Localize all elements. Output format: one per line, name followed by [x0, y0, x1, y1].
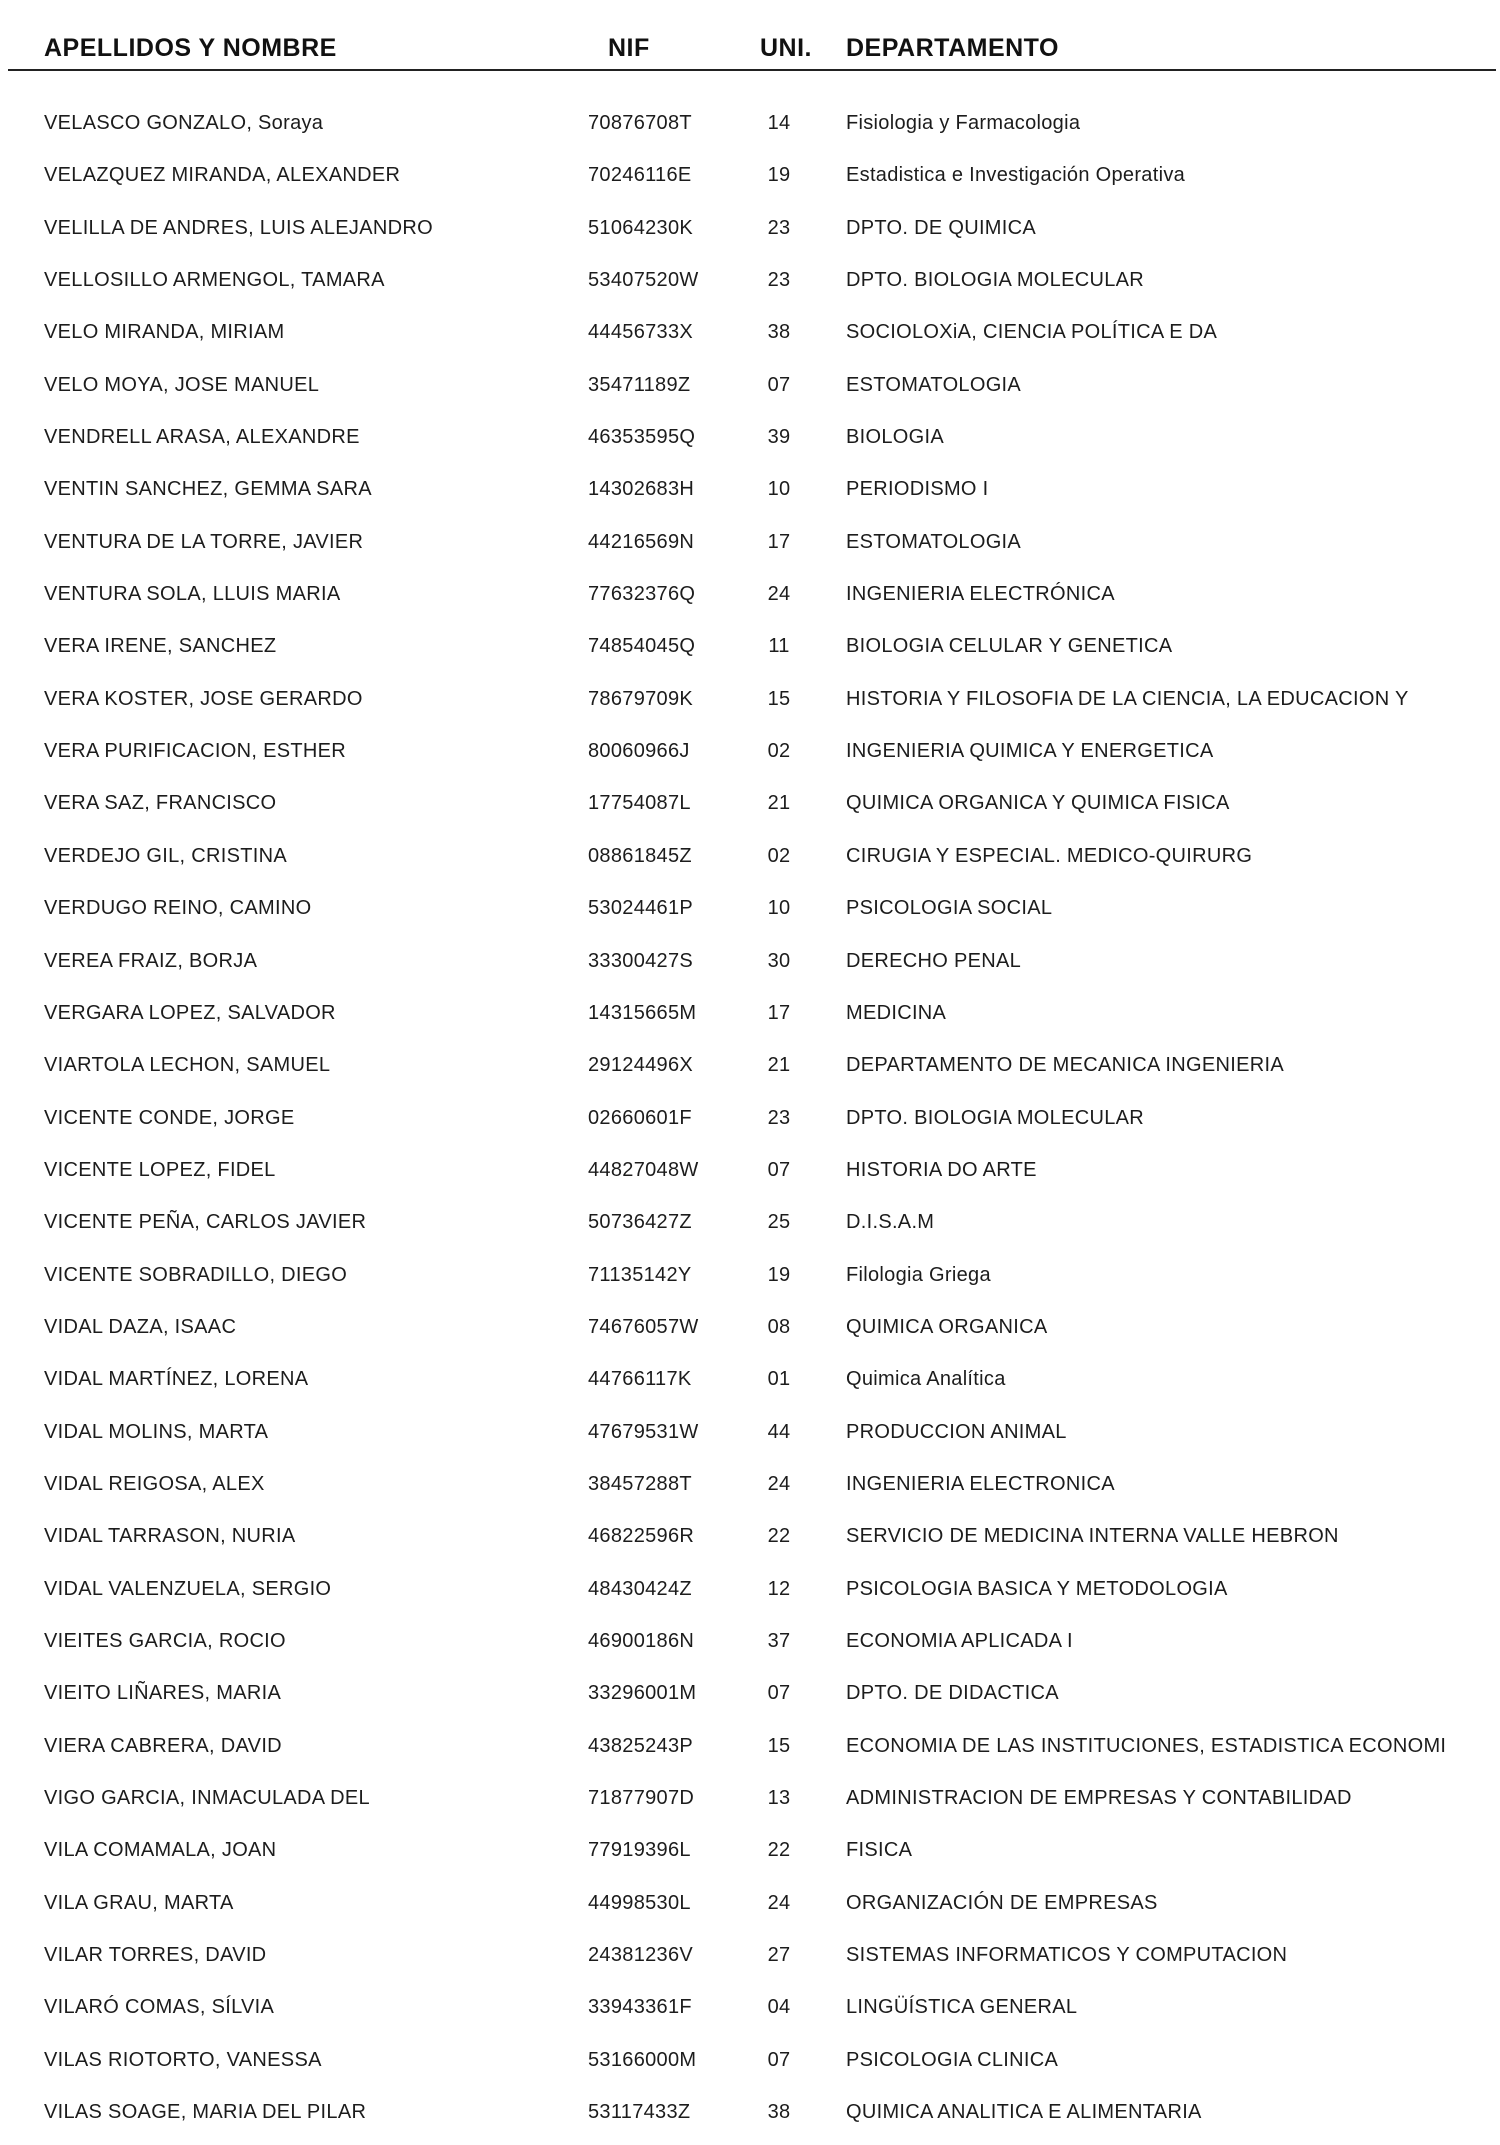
row-nif: 78679709K: [588, 687, 694, 710]
row-uni: 24: [767, 1472, 791, 1495]
row-departamento: PSICOLOGIA BASICA Y METODOLOGIA: [846, 1577, 1228, 1600]
row-nif: 80060966J: [588, 740, 690, 763]
row-departamento: INGENIERIA ELECTRONICA: [846, 1472, 1115, 1495]
row-nif: 53166000M: [588, 2048, 697, 2071]
row-nif: 47679531W: [588, 1420, 699, 1443]
row-departamento: FISICA: [846, 1839, 913, 1862]
table-row: [0, 889, 1500, 941]
row-departamento: ORGANIZACIÓN DE EMPRESAS: [846, 1891, 1158, 1914]
table-row: [0, 994, 1500, 1046]
row-uni: 02: [767, 740, 791, 763]
row-nif: 77632376Q: [588, 583, 696, 606]
table-row: [0, 470, 1500, 522]
row-uni: 12: [767, 1577, 791, 1600]
row-nif: 14302683H: [588, 478, 695, 501]
table-row: [0, 1413, 1500, 1465]
row-departamento: Quimica Analítica: [846, 1368, 1006, 1391]
table-row: [0, 1099, 1500, 1151]
row-name: VILA GRAU, MARTA: [44, 1891, 234, 1914]
row-nif: 43825243P: [588, 1734, 694, 1757]
row-name: VILARÓ COMAS, SÍLVIA: [44, 1996, 275, 2019]
row-name: VERA PURIFICACION, ESTHER: [44, 740, 346, 763]
row-name: VIEITO LIÑARES, MARIA: [44, 1682, 282, 1705]
table-row: [0, 1360, 1500, 1412]
table-row: [0, 261, 1500, 313]
row-departamento: DEPARTAMENTO DE MECANICA INGENIERIA: [846, 1054, 1284, 1077]
row-departamento: ESTOMATOLOGIA: [846, 530, 1022, 553]
row-name: VILA COMAMALA, JOAN: [44, 1839, 277, 1862]
row-uni: 07: [767, 373, 791, 396]
row-uni: 02: [767, 844, 791, 867]
row-name: VELO MIRANDA, MIRIAM: [44, 321, 285, 344]
row-uni: 17: [767, 530, 791, 553]
row-uni: 13: [767, 1787, 791, 1809]
row-departamento: SOCIOLOXiA, CIENCIA POLÍTICA E DA: [846, 321, 1218, 344]
row-uni: 21: [767, 792, 791, 815]
row-name: VELASCO GONZALO, Soraya: [44, 112, 324, 134]
row-name: VIDAL DAZA, ISAAC: [44, 1315, 237, 1338]
row-departamento: DPTO. DE QUIMICA: [846, 216, 1037, 239]
table-row: [0, 313, 1500, 365]
table-row: [0, 209, 1500, 261]
row-uni: 38: [767, 321, 791, 344]
row-uni: 22: [767, 1525, 791, 1548]
row-nif: 33943361F: [588, 1996, 692, 2019]
row-name: VELILLA DE ANDRES, LUIS ALEJANDRO: [44, 216, 433, 239]
table-row: [0, 575, 1500, 627]
row-departamento: BIOLOGIA: [846, 426, 944, 449]
row-name: VELO MOYA, JOSE MANUEL: [44, 373, 320, 396]
row-nif: 29124496X: [588, 1054, 694, 1077]
row-uni: 14: [767, 112, 791, 134]
row-nif: 74854045Q: [588, 635, 696, 658]
row-departamento: HISTORIA DO ARTE: [846, 1158, 1037, 1181]
row-nif: 50736427Z: [588, 1211, 692, 1234]
row-name: VENDRELL ARASA, ALEXANDRE: [44, 426, 360, 449]
row-nif: 74676057W: [588, 1315, 699, 1338]
row-name: VICENTE LOPEZ, FIDEL: [44, 1158, 276, 1181]
table-row: [0, 2093, 1500, 2145]
row-uni: 24: [767, 1891, 791, 1914]
table-row: [0, 1779, 1500, 1831]
table-row: [0, 732, 1500, 784]
row-uni: 25: [767, 1211, 791, 1234]
row-nif: 53407520W: [588, 269, 699, 292]
row-name: VENTIN SANCHEZ, GEMMA SARA: [44, 478, 372, 501]
row-name: VIEITES GARCIA, ROCIO: [44, 1629, 286, 1652]
table-row: [0, 418, 1500, 470]
row-departamento: DPTO. BIOLOGIA MOLECULAR: [846, 269, 1145, 292]
row-uni: 07: [767, 1158, 791, 1181]
table-row: [0, 1622, 1500, 1674]
row-nif: 33296001M: [588, 1682, 697, 1705]
row-uni: 37: [767, 1629, 791, 1652]
row-nif: 44827048W: [588, 1158, 699, 1181]
row-nif: 38457288T: [588, 1472, 692, 1495]
row-departamento: QUIMICA ANALITICA E ALIMENTARIA: [846, 2101, 1202, 2124]
table-row: [0, 2041, 1500, 2093]
row-uni: 04: [767, 1996, 791, 2019]
table-row: [0, 627, 1500, 679]
row-departamento: DERECHO PENAL: [846, 949, 1022, 972]
row-uni: 07: [767, 1682, 791, 1705]
table-row: [0, 104, 1500, 156]
row-nif: 53024461P: [588, 897, 694, 920]
table-row: [0, 1256, 1500, 1308]
header-nif: NIF: [608, 34, 650, 62]
row-name: VENTURA DE LA TORRE, JAVIER: [44, 530, 364, 553]
row-nif: 44766117K: [588, 1368, 692, 1391]
row-name: VILAS SOAGE, MARIA DEL PILAR: [44, 2101, 367, 2124]
table-row: [0, 1046, 1500, 1098]
header-name: APELLIDOS Y NOMBRE: [44, 34, 337, 62]
row-nif: 08861845Z: [588, 844, 692, 867]
row-departamento: D.I.S.A.M: [846, 1211, 935, 1234]
row-uni: 19: [767, 164, 791, 187]
row-name: VIDAL TARRASON, NURIA: [44, 1525, 296, 1548]
table-row: [0, 784, 1500, 836]
row-nif: 71877907D: [588, 1787, 695, 1809]
row-name: VERA KOSTER, JOSE GERARDO: [44, 687, 363, 710]
row-name: VICENTE CONDE, JORGE: [44, 1106, 295, 1129]
row-departamento: PSICOLOGIA CLINICA: [846, 2048, 1059, 2071]
row-uni: 22: [767, 1839, 791, 1862]
row-uni: 19: [767, 1263, 791, 1286]
row-name: VERDEJO GIL, CRISTINA: [44, 844, 288, 867]
table-header: [0, 34, 1500, 74]
row-name: VIDAL MOLINS, MARTA: [44, 1420, 269, 1443]
row-name: VERGARA LOPEZ, SALVADOR: [44, 1001, 336, 1024]
row-name: VICENTE PEÑA, CARLOS JAVIER: [44, 1211, 367, 1234]
row-uni: 30: [767, 949, 791, 972]
table-row: [0, 1884, 1500, 1936]
table-row: [0, 680, 1500, 732]
row-uni: 23: [767, 1106, 791, 1129]
table-row: [0, 156, 1500, 208]
row-uni: 23: [767, 216, 791, 239]
row-uni: 44: [767, 1420, 791, 1443]
row-name: VIERA CABRERA, DAVID: [44, 1734, 282, 1757]
row-departamento: PRODUCCION ANIMAL: [846, 1420, 1067, 1443]
row-departamento: BIOLOGIA CELULAR Y GENETICA: [846, 635, 1173, 658]
row-nif: 71135142Y: [588, 1263, 692, 1286]
row-departamento: Filologia Griega: [846, 1263, 991, 1286]
row-uni: 24: [767, 583, 791, 606]
row-nif: 51064230K: [588, 216, 694, 239]
table-row: [0, 1936, 1500, 1988]
row-uni: 07: [767, 2048, 791, 2071]
row-departamento: ECONOMIA APLICADA I: [846, 1629, 1073, 1652]
row-departamento: SERVICIO DE MEDICINA INTERNA VALLE HEBRON: [846, 1525, 1339, 1548]
row-name: VIDAL REIGOSA, ALEX: [44, 1472, 265, 1495]
table-row: [0, 1465, 1500, 1517]
row-departamento: QUIMICA ORGANICA: [846, 1315, 1048, 1338]
table-row: [0, 1151, 1500, 1203]
row-uni: 27: [767, 1944, 791, 1967]
row-nif: 53117433Z: [588, 2101, 691, 2124]
table-row: [0, 523, 1500, 575]
row-name: VIDAL MARTÍNEZ, LORENA: [44, 1368, 309, 1391]
row-name: VERDUGO REINO, CAMINO: [44, 897, 312, 920]
table-body: [0, 104, 1500, 2145]
row-departamento: ADMINISTRACION DE EMPRESAS Y CONTABILIDAD: [846, 1787, 1352, 1809]
row-name: VERA SAZ, FRANCISCO: [44, 792, 277, 815]
row-nif: 14315665M: [588, 1001, 697, 1024]
table-row: [0, 1308, 1500, 1360]
row-name: VELLOSILLO ARMENGOL, TAMARA: [44, 269, 385, 292]
row-nif: 70876708T: [588, 112, 692, 134]
row-nif: 44216569N: [588, 530, 695, 553]
table-row: [0, 837, 1500, 889]
row-name: VENTURA SOLA, LLUIS MARIA: [44, 583, 341, 606]
row-nif: 17754087L: [588, 792, 691, 815]
row-nif: 44998530L: [588, 1891, 691, 1914]
row-name: VELAZQUEZ MIRANDA, ALEXANDER: [44, 164, 401, 187]
row-departamento: Estadistica e Investigación Operativa: [846, 164, 1186, 187]
row-departamento: Fisiologia y Farmacologia: [846, 112, 1081, 134]
row-nif: 77919396L: [588, 1839, 691, 1862]
row-departamento: MEDICINA: [846, 1001, 947, 1024]
row-departamento: QUIMICA ORGANICA Y QUIMICA FISICA: [846, 792, 1230, 815]
row-nif: 46900186N: [588, 1629, 695, 1652]
row-name: VILAS RIOTORTO, VANESSA: [44, 2048, 322, 2071]
row-departamento: PSICOLOGIA SOCIAL: [846, 897, 1053, 920]
row-uni: 01: [767, 1368, 791, 1391]
row-uni: 38: [767, 2101, 791, 2124]
table-row: [0, 1570, 1500, 1622]
table-row: [0, 1988, 1500, 2040]
row-departamento: DPTO. BIOLOGIA MOLECULAR: [846, 1106, 1145, 1129]
row-name: VIARTOLA LECHON, SAMUEL: [44, 1054, 331, 1077]
row-departamento: HISTORIA Y FILOSOFIA DE LA CIENCIA, LA EDUCACION Y: [846, 687, 1409, 710]
table-row: [0, 1674, 1500, 1726]
row-departamento: LINGÜÍSTICA GENERAL: [846, 1996, 1078, 2019]
row-departamento: ESTOMATOLOGIA: [846, 373, 1022, 396]
row-departamento: DPTO. DE DIDACTICA: [846, 1682, 1059, 1705]
row-nif: 24381236V: [588, 1944, 694, 1967]
row-uni: 17: [767, 1001, 791, 1024]
row-name: VICENTE SOBRADILLO, DIEGO: [44, 1263, 348, 1286]
header-divider: [8, 69, 1496, 71]
table-row: [0, 942, 1500, 994]
row-uni: 10: [767, 478, 791, 501]
row-uni: 10: [767, 897, 791, 920]
row-uni: 08: [767, 1315, 791, 1338]
row-uni: 21: [767, 1054, 791, 1077]
row-nif: 46353595Q: [588, 426, 696, 449]
row-name: VERA IRENE, SANCHEZ: [44, 635, 277, 658]
row-departamento: SISTEMAS INFORMATICOS Y COMPUTACION: [846, 1944, 1288, 1967]
row-uni: 15: [767, 687, 791, 710]
row-name: VIGO GARCIA, INMACULADA DEL: [44, 1787, 370, 1809]
row-uni: 39: [767, 426, 791, 449]
row-uni: 11: [768, 635, 790, 658]
header-departamento: DEPARTAMENTO: [846, 34, 1059, 62]
row-departamento: INGENIERIA ELECTRÓNICA: [846, 583, 1115, 606]
table-row: [0, 1831, 1500, 1883]
table-row: [0, 366, 1500, 418]
row-departamento: CIRUGIA Y ESPECIAL. MEDICO-QUIRURG: [846, 844, 1253, 867]
row-departamento: ECONOMIA DE LAS INSTITUCIONES, ESTADISTICA ECONOMI: [846, 1734, 1447, 1757]
table-row: [0, 1517, 1500, 1569]
row-nif: 35471189Z: [588, 373, 691, 396]
row-name: VILAR TORRES, DAVID: [44, 1944, 267, 1967]
row-name: VIDAL VALENZUELA, SERGIO: [44, 1577, 332, 1600]
row-nif: 44456733X: [588, 321, 694, 344]
row-uni: 15: [767, 1734, 791, 1757]
row-nif: 02660601F: [588, 1106, 692, 1129]
row-nif: 33300427S: [588, 949, 694, 972]
table-row: [0, 1727, 1500, 1779]
header-uni: UNI.: [760, 34, 812, 62]
table-row: [0, 1203, 1500, 1255]
row-departamento: INGENIERIA QUIMICA Y ENERGETICA: [846, 740, 1214, 763]
row-nif: 48430424Z: [588, 1577, 692, 1600]
row-nif: 46822596R: [588, 1525, 695, 1548]
row-name: VEREA FRAIZ, BORJA: [44, 949, 258, 972]
row-departamento: PERIODISMO I: [846, 478, 989, 501]
row-uni: 23: [767, 269, 791, 292]
row-nif: 70246116E: [588, 164, 692, 187]
